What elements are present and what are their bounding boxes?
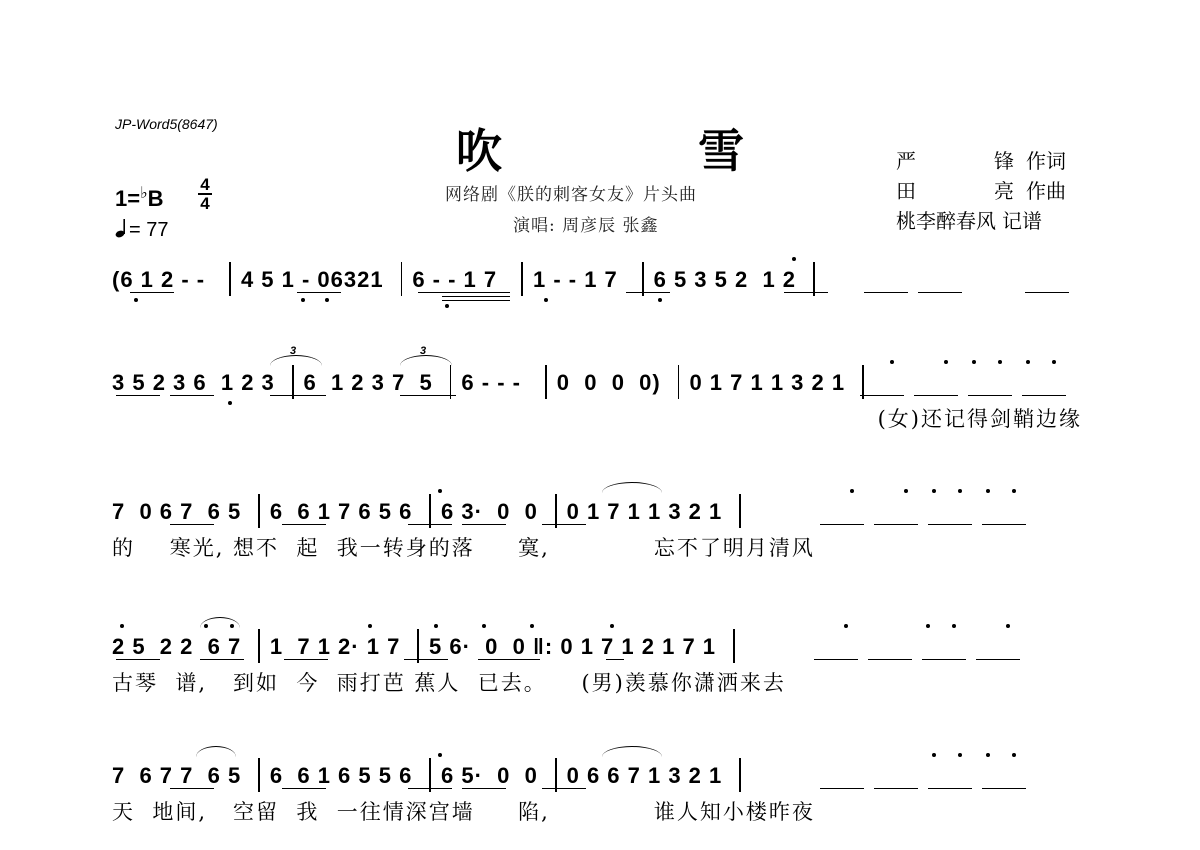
tempo-marking: = 77 <box>115 218 168 242</box>
singers-line: 演唱: 周彦辰 张鑫 <box>513 216 659 236</box>
measure: 7 6 7 7 6 5 <box>112 763 249 788</box>
measure: 0 6 6 7 1 3 2 1 <box>566 763 730 788</box>
credit-transcriber: 桃李醉春风 记谱 <box>896 209 1042 233</box>
lyric-line: 天 地间, 空留 我 一往情深宫墙 陷, 谁人知小楼昨夜 <box>112 800 815 824</box>
measure: 6 6 1 7 6 5 6 <box>269 499 420 524</box>
measure: (6 1 2 - - <box>112 267 220 292</box>
source-label: JP-Word5(8647) <box>115 116 218 132</box>
bar-line <box>862 365 864 399</box>
bar-line <box>545 365 547 399</box>
bar-line <box>521 262 523 296</box>
song-title: 吹 雪 <box>455 124 834 178</box>
credits-block <box>896 146 1066 236</box>
lyric-line: (女)还记得剑鞘边缘 <box>877 407 1082 431</box>
bar-line <box>258 494 260 528</box>
score-row-2: 3 5 2 3 6 1 2 3 6 1 2 3 7 5 6 - - - 0 0 0 0) 0 1 7 1 1 3 2 1 (女)还记得剑鞘边缘 3 3 <box>112 345 1082 431</box>
lyric-line: 古琴 谱, 到如 今 雨打芭 蕉人 已去。 (男)羡慕你潇洒来去 <box>112 671 786 695</box>
measure: 6 1 2 3 7 5 <box>303 370 440 395</box>
bar-line <box>555 758 557 792</box>
measure: 0 1 7 1 1 3 2 1 <box>566 499 730 524</box>
credit-composer: 田亮 作曲 <box>896 179 1066 203</box>
notation-line <box>112 365 874 401</box>
time-signature: 4 4 <box>198 176 212 212</box>
score-row-4 <box>112 629 1092 695</box>
measure: 6 - - - <box>461 370 536 395</box>
bar-line <box>258 629 260 663</box>
measure: 4 5 1 - 06321 <box>240 267 391 292</box>
measure: 0 1 7 1 1 3 2 1 <box>689 370 853 395</box>
bar-line <box>401 262 403 296</box>
flat-icon: ♭ <box>140 185 148 202</box>
measure: 2 5 2 2 6 7 <box>112 634 249 659</box>
bar-line <box>292 365 294 399</box>
bar-line <box>450 365 452 399</box>
bar-line <box>678 365 680 399</box>
measure: 0 0 0 0) <box>556 370 668 395</box>
bar-line <box>813 262 815 296</box>
bar-line <box>555 494 557 528</box>
measure: 6 - - 1 7 <box>412 267 512 292</box>
bar-line <box>229 262 231 296</box>
measure: 1 - - 1 7 <box>532 267 633 292</box>
measure: 5 6· 0 0 ‖: 0 1 7 1 2 1 7 1 <box>429 634 724 659</box>
measure: 6 5· 0 0 <box>441 763 545 788</box>
bar-line <box>642 262 644 296</box>
lyric-line: 的 寒光, 想不 起 我一转身的落 寞, 忘不了明月清风 <box>112 536 815 560</box>
score-row-1 <box>112 262 1092 302</box>
score-row-3 <box>112 494 1092 560</box>
bar-line <box>417 629 419 663</box>
measure: 3 5 2 3 6 1 2 3 <box>112 370 282 395</box>
song-subtitle: 网络剧《朕的刺客女友》片头曲 <box>445 185 697 205</box>
key-signature: 1=♭B <box>115 185 164 211</box>
bar-line <box>733 629 735 663</box>
measure: 6 5 3 5 2 1 2 <box>653 267 804 292</box>
bar-line <box>258 758 260 792</box>
bar-line <box>429 758 431 792</box>
bar-line <box>739 494 741 528</box>
bar-line <box>739 758 741 792</box>
measure: 6 6 1 6 5 5 6 <box>269 763 420 788</box>
quarter-note-icon <box>115 218 127 238</box>
measure: 7 0 6 7 6 5 <box>112 499 249 524</box>
bar-line <box>429 494 431 528</box>
credit-lyricist: 严锋 作词 <box>896 149 1066 173</box>
measure: 1 7 1 2· 1 7 <box>269 634 408 659</box>
measure: 6 3· 0 0 <box>441 499 545 524</box>
score-row-5 <box>112 758 1092 824</box>
